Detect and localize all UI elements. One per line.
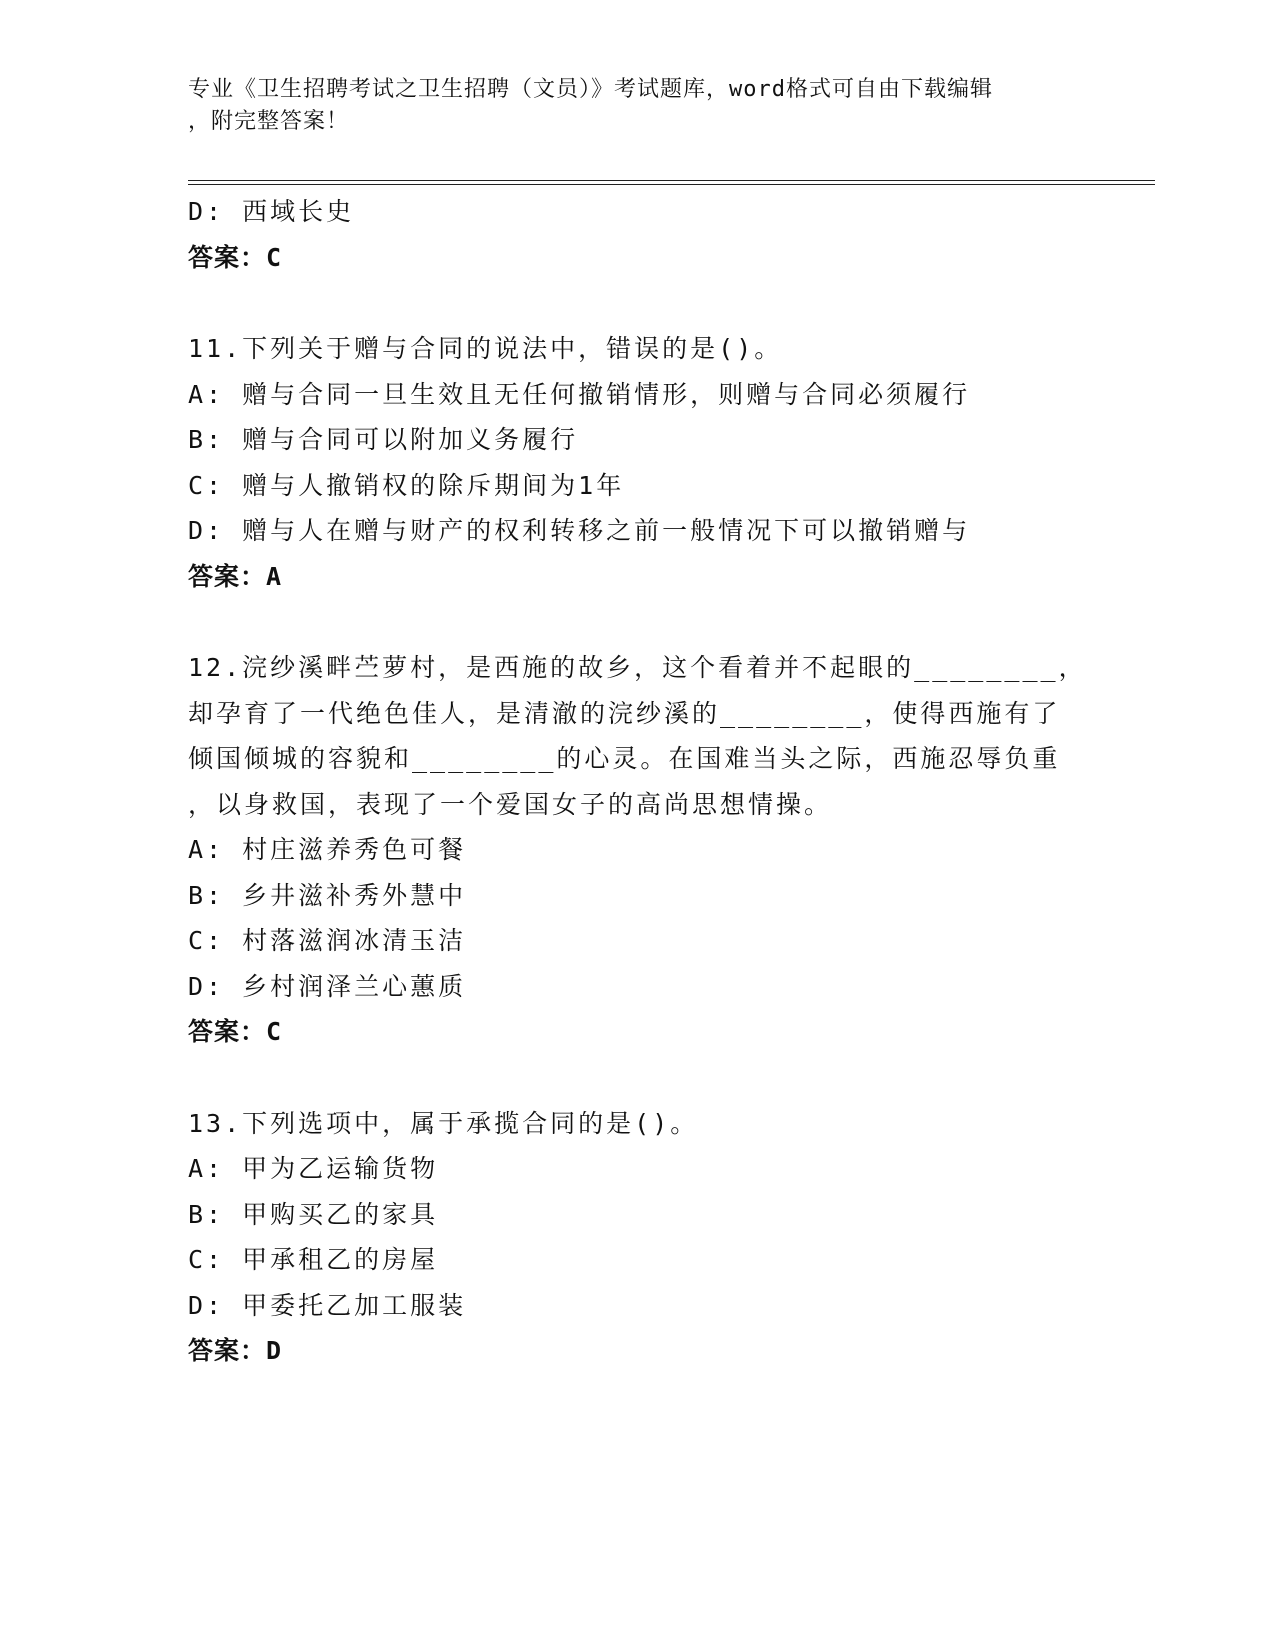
answer-line: 答案：D <box>188 1336 283 1365</box>
page-header <box>188 74 1088 138</box>
option-b: B: 赠与合同可以附加义务履行 <box>188 425 579 454</box>
option-a: A: 赠与合同一旦生效且无任何撤销情形，则赠与合同必须履行 <box>188 379 971 409</box>
spacer <box>188 599 1088 645</box>
option-d: D: 西域长史 <box>188 197 355 226</box>
spacer <box>188 1055 1088 1101</box>
question-10-tail <box>188 189 1088 280</box>
question-stem-line: 倾国倾城的容貌和________的心灵。在国难当头之际，西施忍辱负重 <box>188 744 1061 773</box>
option-d: D: 甲委托乙加工服装 <box>188 1290 467 1320</box>
header-divider-top <box>188 180 1155 181</box>
question-content <box>188 189 1088 1374</box>
answer-line: 答案：C <box>188 1017 283 1046</box>
question-stem-line: 却孕育了一代绝色佳人，是清澈的浣纱溪的________，使得西施有了 <box>188 698 1061 728</box>
option-d: D: 赠与人在赠与财产的权利转移之前一般情况下可以撤销赠与 <box>188 516 971 545</box>
option-a: A: 甲为乙运输货物 <box>188 1154 439 1183</box>
answer-line: 答案：A <box>188 561 283 591</box>
option-c: C: 赠与人撤销权的除斥期间为1年 <box>188 470 625 500</box>
option-a: A: 村庄滋养秀色可餐 <box>188 835 467 864</box>
option-b: B: 乡井滋补秀外慧中 <box>188 880 467 910</box>
question-11 <box>188 326 1088 599</box>
header-divider-bottom <box>188 184 1155 185</box>
question-stem-line: ，以身救国，表现了一个爱国女子的高尚思想情操。 <box>188 789 833 819</box>
option-b: B: 甲购买乙的家具 <box>188 1199 439 1229</box>
option-c: C: 甲承租乙的房屋 <box>188 1245 439 1274</box>
question-stem: 13.下列选项中，属于承揽合同的是()。 <box>188 1108 699 1138</box>
option-c: C: 村落滋润冰清玉洁 <box>188 926 467 955</box>
question-13 <box>188 1101 1088 1374</box>
header-title-line-2: ，附完整答案！ <box>188 109 350 134</box>
option-d: D: 乡村润泽兰心蕙质 <box>188 971 467 1001</box>
question-stem: 11.下列关于赠与合同的说法中，错误的是()。 <box>188 334 783 363</box>
answer-line: 答案：C <box>188 242 283 272</box>
spacer <box>188 280 1088 326</box>
question-12 <box>188 645 1088 1055</box>
header-title-line-1: 专业《卫生招聘考试之卫生招聘（文员）》考试题库，word格式可自由下载编辑 <box>188 77 993 102</box>
question-stem-line: 12.浣纱溪畔苎萝村，是西施的故乡，这个看着并不起眼的________， <box>188 653 1087 682</box>
